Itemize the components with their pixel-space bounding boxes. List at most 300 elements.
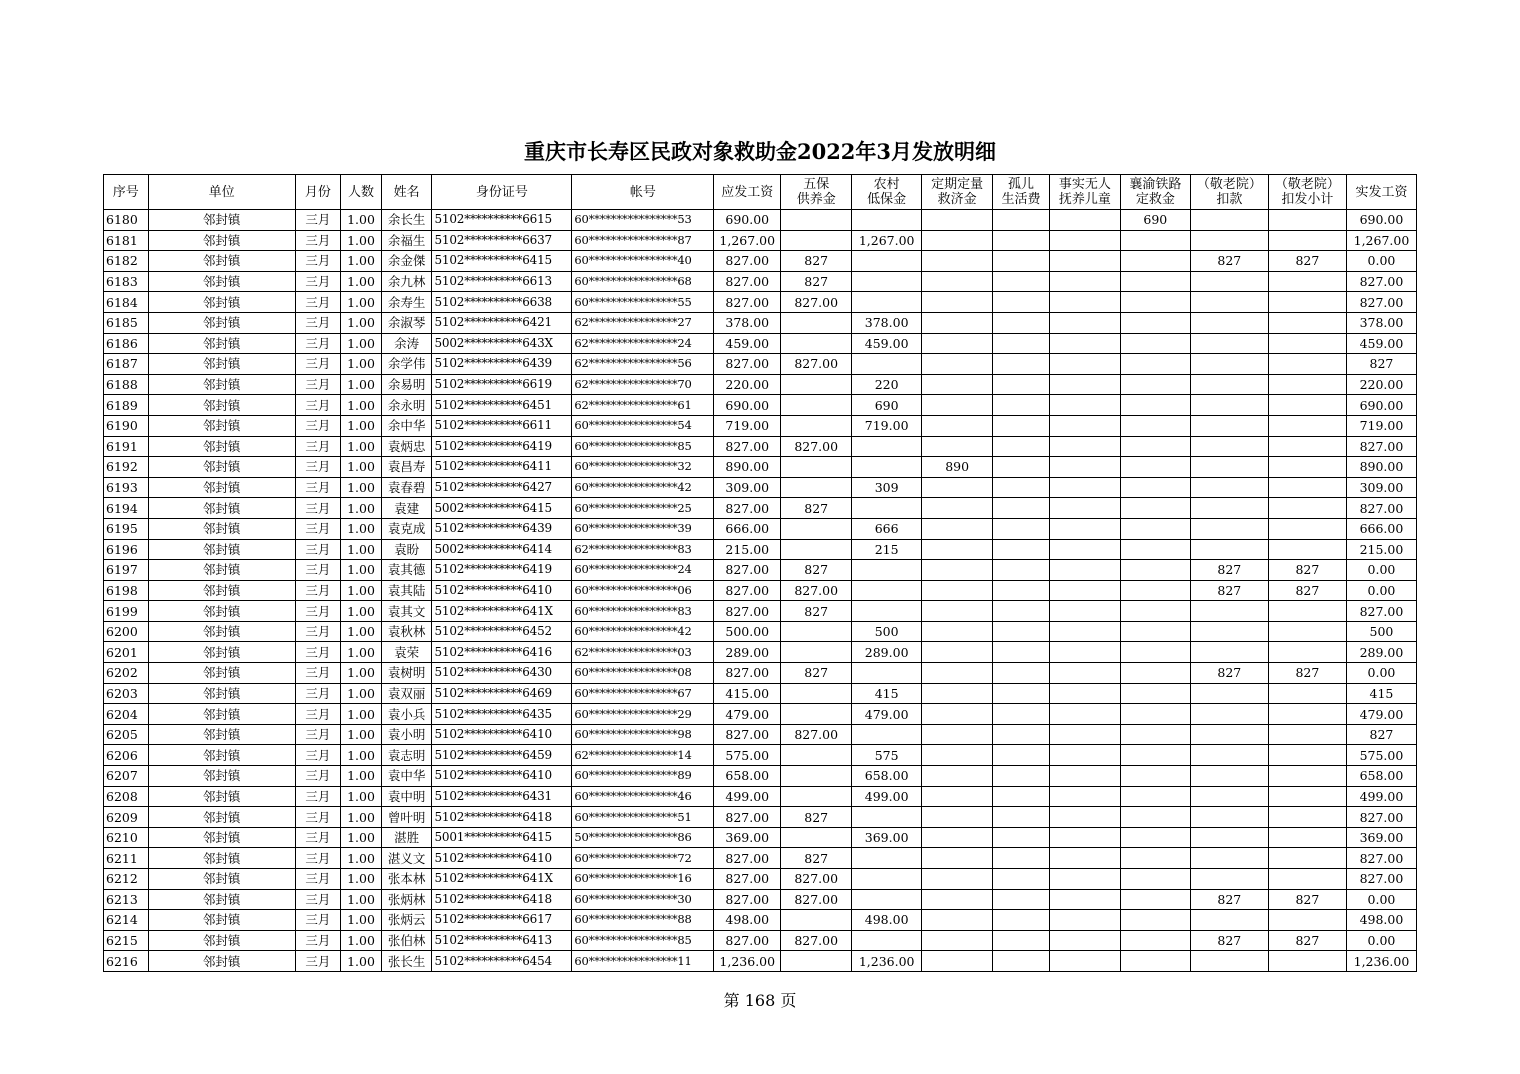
cell-dingqi <box>922 333 993 354</box>
cell-railway <box>1120 766 1190 787</box>
cell-month: 三月 <box>295 333 341 354</box>
cell-seq: 6180 <box>104 210 149 231</box>
cell-unit: 邻封镇 <box>148 374 295 395</box>
cell-railway <box>1120 560 1190 581</box>
cell-id-number: 5102**********6459 <box>432 745 572 766</box>
cell-unattended-child <box>1049 807 1120 828</box>
cell-seq: 6215 <box>104 930 149 951</box>
cell-actual-pay: 0.00 <box>1346 580 1416 601</box>
cell-deduction <box>1190 539 1268 560</box>
table-row <box>104 354 1417 375</box>
cell-payable: 215.00 <box>714 539 781 560</box>
cell-dibao <box>852 930 922 951</box>
cell-deduction <box>1190 374 1268 395</box>
cell-deduction-subtotal <box>1268 415 1346 436</box>
cell-orphan <box>993 415 1050 436</box>
cell-unattended-child <box>1049 930 1120 951</box>
cell-deduction: 827 <box>1190 580 1268 601</box>
cell-railway <box>1120 745 1190 766</box>
cell-deduction <box>1190 230 1268 251</box>
table-row <box>104 374 1417 395</box>
cell-unit: 邻封镇 <box>148 786 295 807</box>
cell-payable: 827.00 <box>714 807 781 828</box>
cell-payable: 690.00 <box>714 395 781 416</box>
cell-actual-pay: 827.00 <box>1346 436 1416 457</box>
cell-seq: 6199 <box>104 601 149 622</box>
cell-unit: 邻封镇 <box>148 251 295 272</box>
cell-deduction-subtotal <box>1268 271 1346 292</box>
cell-deduction-subtotal <box>1268 518 1346 539</box>
cell-month: 三月 <box>295 292 341 313</box>
cell-deduction <box>1190 601 1268 622</box>
header-account: 帐号 <box>572 175 714 210</box>
cell-account: 62****************14 <box>572 745 714 766</box>
cell-unattended-child <box>1049 333 1120 354</box>
cell-id-number: 5102**********6410 <box>432 724 572 745</box>
cell-month: 三月 <box>295 539 341 560</box>
cell-account: 62****************27 <box>572 312 714 333</box>
cell-dingqi <box>922 910 993 931</box>
cell-month: 三月 <box>295 621 341 642</box>
cell-wubao: 827.00 <box>781 889 852 910</box>
cell-id-number: 5102**********6619 <box>432 374 572 395</box>
cell-unattended-child <box>1049 354 1120 375</box>
cell-name: 袁中明 <box>381 786 432 807</box>
cell-count: 1.00 <box>341 560 382 581</box>
cell-id-number: 5102**********6613 <box>432 271 572 292</box>
cell-unattended-child <box>1049 395 1120 416</box>
cell-account: 62****************61 <box>572 395 714 416</box>
cell-deduction-subtotal <box>1268 910 1346 931</box>
cell-payable: 369.00 <box>714 827 781 848</box>
cell-seq: 6198 <box>104 580 149 601</box>
cell-wubao <box>781 312 852 333</box>
cell-unattended-child <box>1049 210 1120 231</box>
cell-dingqi <box>922 436 993 457</box>
cell-orphan <box>993 621 1050 642</box>
cell-name: 袁克成 <box>381 518 432 539</box>
table-row <box>104 518 1417 539</box>
table-row <box>104 457 1417 478</box>
header-actual-pay: 实发工资 <box>1346 175 1416 210</box>
table-row <box>104 477 1417 498</box>
cell-deduction: 827 <box>1190 251 1268 272</box>
cell-payable: 827.00 <box>714 889 781 910</box>
header-deduction-subtotal: （敬老院） 扣发小计 <box>1268 175 1346 210</box>
cell-railway <box>1120 869 1190 890</box>
cell-seq: 6205 <box>104 724 149 745</box>
table-row <box>104 415 1417 436</box>
cell-count: 1.00 <box>341 374 382 395</box>
cell-dingqi <box>922 724 993 745</box>
cell-month: 三月 <box>295 910 341 931</box>
cell-actual-pay: 500 <box>1346 621 1416 642</box>
cell-month: 三月 <box>295 642 341 663</box>
cell-month: 三月 <box>295 477 341 498</box>
cell-id-number: 5102**********6615 <box>432 210 572 231</box>
cell-deduction-subtotal <box>1268 333 1346 354</box>
cell-month: 三月 <box>295 518 341 539</box>
cell-deduction <box>1190 951 1268 972</box>
cell-account: 62****************70 <box>572 374 714 395</box>
cell-railway <box>1120 230 1190 251</box>
cell-unit: 邻封镇 <box>148 683 295 704</box>
cell-wubao: 827.00 <box>781 436 852 457</box>
cell-unit: 邻封镇 <box>148 230 295 251</box>
cell-name: 张本林 <box>381 869 432 890</box>
cell-name: 余寿生 <box>381 292 432 313</box>
cell-deduction: 827 <box>1190 560 1268 581</box>
cell-payable: 827.00 <box>714 251 781 272</box>
cell-dingqi <box>922 354 993 375</box>
cell-account: 60****************83 <box>572 601 714 622</box>
cell-dingqi <box>922 477 993 498</box>
cell-wubao <box>781 415 852 436</box>
cell-actual-pay: 827.00 <box>1346 271 1416 292</box>
cell-deduction-subtotal <box>1268 786 1346 807</box>
cell-seq: 6182 <box>104 251 149 272</box>
cell-account: 60****************39 <box>572 518 714 539</box>
cell-seq: 6213 <box>104 889 149 910</box>
cell-seq: 6212 <box>104 869 149 890</box>
cell-id-number: 5102**********6451 <box>432 395 572 416</box>
cell-name: 袁其文 <box>381 601 432 622</box>
cell-unit: 邻封镇 <box>148 498 295 519</box>
cell-unattended-child <box>1049 766 1120 787</box>
cell-orphan <box>993 766 1050 787</box>
cell-dibao <box>852 560 922 581</box>
cell-orphan <box>993 889 1050 910</box>
cell-actual-pay: 658.00 <box>1346 766 1416 787</box>
cell-actual-pay: 498.00 <box>1346 910 1416 931</box>
cell-count: 1.00 <box>341 663 382 684</box>
cell-seq: 6216 <box>104 951 149 972</box>
cell-actual-pay: 827.00 <box>1346 498 1416 519</box>
cell-month: 三月 <box>295 951 341 972</box>
cell-dibao: 220 <box>852 374 922 395</box>
cell-unit: 邻封镇 <box>148 621 295 642</box>
cell-id-number: 5002**********6415 <box>432 498 572 519</box>
cell-deduction-subtotal <box>1268 436 1346 457</box>
cell-railway <box>1120 621 1190 642</box>
cell-unit: 邻封镇 <box>148 457 295 478</box>
cell-month: 三月 <box>295 374 341 395</box>
cell-count: 1.00 <box>341 621 382 642</box>
cell-dingqi <box>922 930 993 951</box>
header-railway: 襄渝铁路 定救金 <box>1120 175 1190 210</box>
cell-dingqi <box>922 415 993 436</box>
cell-count: 1.00 <box>341 910 382 931</box>
cell-orphan <box>993 436 1050 457</box>
cell-dibao <box>852 498 922 519</box>
cell-dingqi <box>922 807 993 828</box>
cell-wubao: 827 <box>781 663 852 684</box>
cell-actual-pay: 890.00 <box>1346 457 1416 478</box>
cell-payable: 289.00 <box>714 642 781 663</box>
cell-month: 三月 <box>295 312 341 333</box>
cell-seq: 6208 <box>104 786 149 807</box>
cell-dibao <box>852 807 922 828</box>
cell-deduction-subtotal <box>1268 374 1346 395</box>
cell-account: 60****************54 <box>572 415 714 436</box>
cell-dibao: 215 <box>852 539 922 560</box>
cell-count: 1.00 <box>341 436 382 457</box>
cell-dibao: 658.00 <box>852 766 922 787</box>
cell-orphan <box>993 354 1050 375</box>
cell-id-number: 5102**********6638 <box>432 292 572 313</box>
cell-dingqi <box>922 292 993 313</box>
cell-seq: 6206 <box>104 745 149 766</box>
cell-account: 60****************08 <box>572 663 714 684</box>
cell-actual-pay: 666.00 <box>1346 518 1416 539</box>
cell-deduction-subtotal: 827 <box>1268 251 1346 272</box>
header-payable: 应发工资 <box>714 175 781 210</box>
cell-unattended-child <box>1049 436 1120 457</box>
cell-payable: 459.00 <box>714 333 781 354</box>
table-row <box>104 910 1417 931</box>
cell-orphan <box>993 560 1050 581</box>
cell-name: 袁春碧 <box>381 477 432 498</box>
table-row <box>104 704 1417 725</box>
cell-deduction-subtotal: 827 <box>1268 663 1346 684</box>
cell-month: 三月 <box>295 230 341 251</box>
page-title: 重庆市长寿区民政对象救助金2022年3月发放明细 <box>523 139 997 164</box>
cell-wubao <box>781 910 852 931</box>
cell-dibao <box>852 580 922 601</box>
cell-seq: 6185 <box>104 312 149 333</box>
cell-deduction-subtotal <box>1268 230 1346 251</box>
cell-unattended-child <box>1049 477 1120 498</box>
cell-unit: 邻封镇 <box>148 951 295 972</box>
cell-payable: 827.00 <box>714 601 781 622</box>
cell-deduction-subtotal: 827 <box>1268 580 1346 601</box>
table-row <box>104 230 1417 251</box>
cell-actual-pay: 827.00 <box>1346 848 1416 869</box>
cell-deduction <box>1190 312 1268 333</box>
cell-unit: 邻封镇 <box>148 395 295 416</box>
cell-deduction-subtotal: 827 <box>1268 560 1346 581</box>
cell-orphan <box>993 951 1050 972</box>
cell-name: 袁盼 <box>381 539 432 560</box>
cell-wubao: 827.00 <box>781 930 852 951</box>
cell-dibao: 500 <box>852 621 922 642</box>
cell-deduction <box>1190 210 1268 231</box>
cell-name: 湛胜 <box>381 827 432 848</box>
cell-railway: 690 <box>1120 210 1190 231</box>
cell-railway <box>1120 477 1190 498</box>
cell-actual-pay: 575.00 <box>1346 745 1416 766</box>
cell-unattended-child <box>1049 848 1120 869</box>
cell-railway <box>1120 415 1190 436</box>
cell-unit: 邻封镇 <box>148 642 295 663</box>
cell-dingqi <box>922 683 993 704</box>
cell-railway <box>1120 312 1190 333</box>
cell-wubao <box>781 827 852 848</box>
cell-month: 三月 <box>295 251 341 272</box>
cell-seq: 6209 <box>104 807 149 828</box>
table-row <box>104 807 1417 828</box>
cell-account: 60****************98 <box>572 724 714 745</box>
cell-deduction-subtotal <box>1268 683 1346 704</box>
cell-id-number: 5102**********6430 <box>432 663 572 684</box>
cell-unattended-child <box>1049 601 1120 622</box>
cell-unit: 邻封镇 <box>148 930 295 951</box>
cell-wubao: 827.00 <box>781 580 852 601</box>
cell-count: 1.00 <box>341 766 382 787</box>
cell-dibao: 289.00 <box>852 642 922 663</box>
cell-account: 60****************67 <box>572 683 714 704</box>
cell-deduction <box>1190 395 1268 416</box>
cell-account: 60****************29 <box>572 704 714 725</box>
cell-account: 60****************89 <box>572 766 714 787</box>
cell-railway <box>1120 951 1190 972</box>
cell-orphan <box>993 704 1050 725</box>
cell-deduction <box>1190 354 1268 375</box>
cell-orphan <box>993 518 1050 539</box>
cell-name: 余福生 <box>381 230 432 251</box>
cell-seq: 6197 <box>104 560 149 581</box>
cell-railway <box>1120 786 1190 807</box>
cell-name: 余金傑 <box>381 251 432 272</box>
table-row <box>104 663 1417 684</box>
cell-name: 余九林 <box>381 271 432 292</box>
cell-account: 60****************85 <box>572 930 714 951</box>
cell-dibao: 1,236.00 <box>852 951 922 972</box>
cell-count: 1.00 <box>341 807 382 828</box>
table-row <box>104 436 1417 457</box>
cell-wubao <box>781 621 852 642</box>
table-row <box>104 251 1417 272</box>
cell-month: 三月 <box>295 869 341 890</box>
cell-name: 袁树明 <box>381 663 432 684</box>
cell-id-number: 5102**********6411 <box>432 457 572 478</box>
cell-account: 60****************46 <box>572 786 714 807</box>
cell-dingqi <box>922 312 993 333</box>
cell-count: 1.00 <box>341 889 382 910</box>
cell-deduction-subtotal <box>1268 601 1346 622</box>
cell-deduction <box>1190 745 1268 766</box>
cell-railway <box>1120 683 1190 704</box>
cell-unattended-child <box>1049 271 1120 292</box>
cell-payable: 500.00 <box>714 621 781 642</box>
cell-unattended-child <box>1049 786 1120 807</box>
cell-month: 三月 <box>295 724 341 745</box>
cell-payable: 499.00 <box>714 786 781 807</box>
cell-unit: 邻封镇 <box>148 539 295 560</box>
cell-deduction-subtotal <box>1268 354 1346 375</box>
cell-actual-pay: 827.00 <box>1346 601 1416 622</box>
cell-actual-pay: 0.00 <box>1346 889 1416 910</box>
cell-seq: 6184 <box>104 292 149 313</box>
relief-fund-table <box>103 174 1417 972</box>
cell-month: 三月 <box>295 704 341 725</box>
cell-railway <box>1120 663 1190 684</box>
cell-actual-pay: 827 <box>1346 724 1416 745</box>
cell-deduction <box>1190 807 1268 828</box>
cell-deduction <box>1190 436 1268 457</box>
cell-dingqi <box>922 848 993 869</box>
cell-dingqi <box>922 601 993 622</box>
cell-payable: 220.00 <box>714 374 781 395</box>
cell-id-number: 5102**********6469 <box>432 683 572 704</box>
cell-dibao: 309 <box>852 477 922 498</box>
cell-id-number: 5102**********6617 <box>432 910 572 931</box>
cell-seq: 6187 <box>104 354 149 375</box>
cell-count: 1.00 <box>341 642 382 663</box>
cell-deduction <box>1190 786 1268 807</box>
cell-count: 1.00 <box>341 951 382 972</box>
cell-deduction <box>1190 333 1268 354</box>
cell-count: 1.00 <box>341 539 382 560</box>
cell-payable: 827.00 <box>714 930 781 951</box>
cell-wubao: 827.00 <box>781 724 852 745</box>
cell-unattended-child <box>1049 292 1120 313</box>
cell-dingqi <box>922 374 993 395</box>
cell-actual-pay: 309.00 <box>1346 477 1416 498</box>
cell-unit: 邻封镇 <box>148 889 295 910</box>
cell-railway <box>1120 251 1190 272</box>
cell-unit: 邻封镇 <box>148 354 295 375</box>
cell-orphan <box>993 251 1050 272</box>
cell-deduction <box>1190 848 1268 869</box>
cell-month: 三月 <box>295 457 341 478</box>
cell-deduction-subtotal: 827 <box>1268 889 1346 910</box>
cell-id-number: 5102**********6418 <box>432 807 572 828</box>
table-row <box>104 848 1417 869</box>
table-row <box>104 580 1417 601</box>
cell-unattended-child <box>1049 869 1120 890</box>
cell-deduction-subtotal <box>1268 210 1346 231</box>
cell-wubao <box>781 518 852 539</box>
cell-wubao <box>781 786 852 807</box>
cell-count: 1.00 <box>341 601 382 622</box>
cell-payable: 827.00 <box>714 663 781 684</box>
cell-count: 1.00 <box>341 271 382 292</box>
cell-unattended-child <box>1049 457 1120 478</box>
cell-orphan <box>993 869 1050 890</box>
cell-account: 60****************51 <box>572 807 714 828</box>
cell-wubao <box>781 704 852 725</box>
cell-deduction <box>1190 477 1268 498</box>
cell-payable: 575.00 <box>714 745 781 766</box>
cell-dibao <box>852 354 922 375</box>
cell-seq: 6214 <box>104 910 149 931</box>
cell-unit: 邻封镇 <box>148 663 295 684</box>
cell-account: 62****************03 <box>572 642 714 663</box>
cell-month: 三月 <box>295 683 341 704</box>
cell-unattended-child <box>1049 518 1120 539</box>
cell-name: 张炳云 <box>381 910 432 931</box>
cell-unattended-child <box>1049 374 1120 395</box>
cell-deduction-subtotal <box>1268 621 1346 642</box>
cell-name: 余永明 <box>381 395 432 416</box>
cell-name: 袁志明 <box>381 745 432 766</box>
cell-orphan <box>993 539 1050 560</box>
cell-count: 1.00 <box>341 210 382 231</box>
cell-month: 三月 <box>295 745 341 766</box>
cell-deduction <box>1190 498 1268 519</box>
table-row <box>104 395 1417 416</box>
cell-payable: 309.00 <box>714 477 781 498</box>
cell-actual-pay: 479.00 <box>1346 704 1416 725</box>
cell-id-number: 5102**********6421 <box>432 312 572 333</box>
header-deduction: （敬老院） 扣款 <box>1190 175 1268 210</box>
cell-id-number: 5001**********6415 <box>432 827 572 848</box>
cell-deduction <box>1190 724 1268 745</box>
cell-dibao <box>852 869 922 890</box>
cell-wubao <box>781 951 852 972</box>
cell-wubao: 827 <box>781 251 852 272</box>
